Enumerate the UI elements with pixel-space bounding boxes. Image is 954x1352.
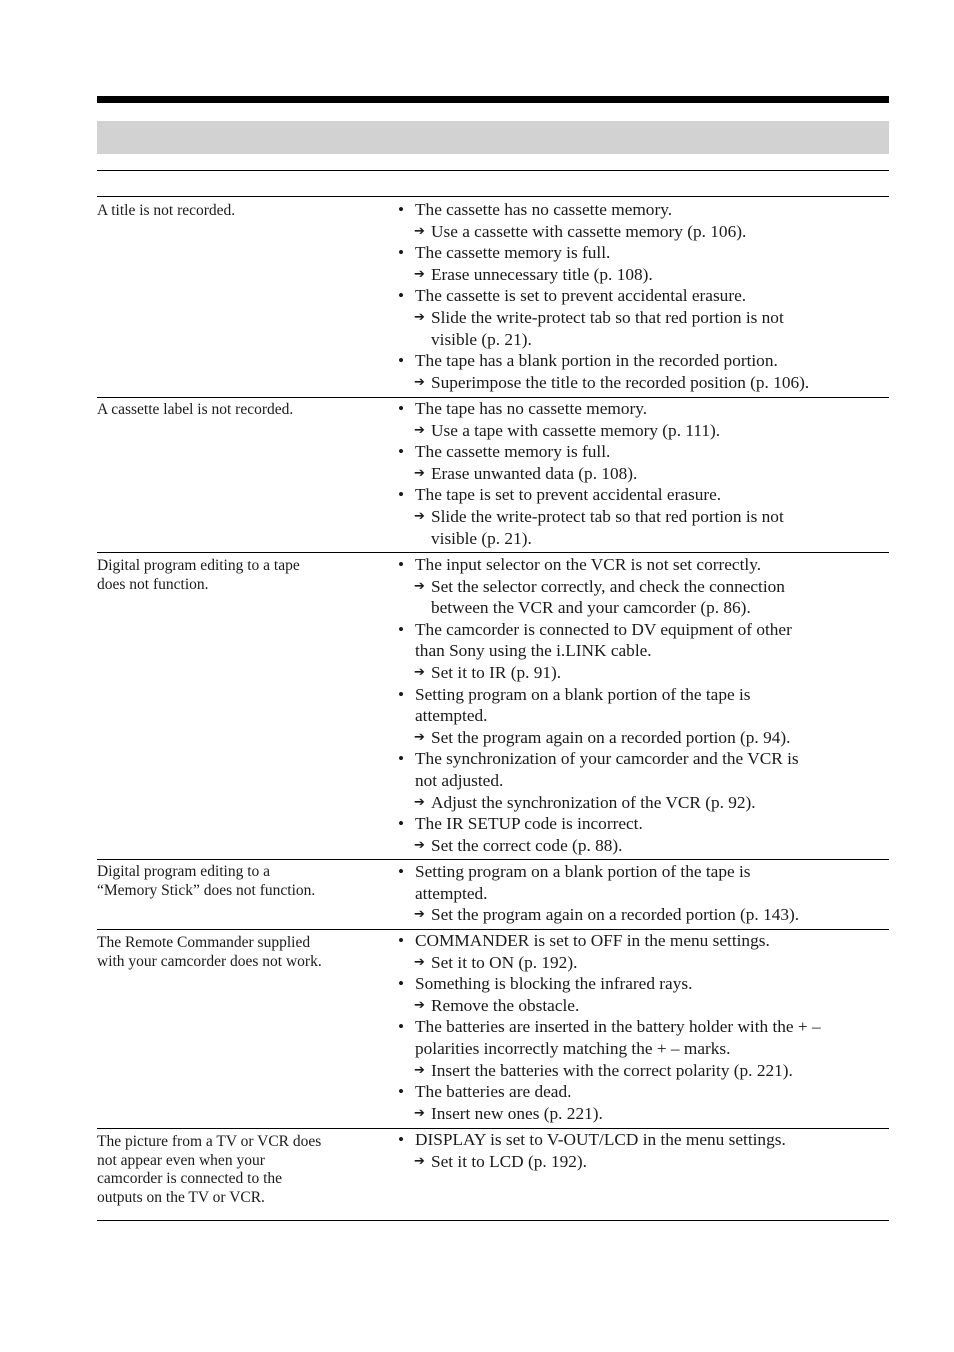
remedy-item	[398, 463, 890, 485]
causes-cell	[398, 1129, 890, 1172]
line-text: attempted.	[415, 883, 488, 903]
symptom-cell	[97, 557, 382, 594]
arrow-right-icon: ➔	[414, 309, 425, 325]
line-text: attempted.	[415, 706, 488, 726]
table-row	[97, 1128, 889, 1221]
remedy-item	[398, 1151, 890, 1173]
line-text: The cassette has no cassette memory.	[415, 200, 673, 219]
line-text: Set it to IR (p. 91).	[431, 662, 562, 682]
continuation-line	[398, 883, 890, 905]
cause-item	[398, 973, 890, 995]
arrow-right-icon: ➔	[414, 1105, 425, 1121]
line-text: The camcorder is connected to DV equipment of other	[415, 619, 792, 639]
symptom-text: camcorder is connected to the	[97, 1170, 283, 1187]
cause-item	[398, 242, 890, 264]
symptom-text: not appear even when your	[97, 1151, 265, 1169]
bullet-icon: •	[398, 485, 405, 505]
symptom-cell	[97, 202, 382, 221]
arrow-right-icon: ➔	[414, 997, 425, 1013]
line-text: Remove the obstacle.	[431, 995, 580, 1015]
cause-item	[398, 813, 890, 835]
cause-item	[398, 1081, 890, 1103]
arrow-right-icon: ➔	[414, 266, 425, 282]
table-row	[97, 929, 889, 1128]
symptom-cell	[97, 401, 382, 420]
bullet-icon: •	[398, 814, 405, 834]
line-text: Set it to ON (p. 192).	[431, 952, 578, 972]
bullet-icon: •	[398, 931, 405, 950]
remedy-item	[398, 995, 890, 1017]
remedy-item	[398, 904, 890, 926]
symptom-text: outputs on the TV or VCR.	[97, 1188, 265, 1206]
line-text: The batteries are dead.	[415, 1082, 572, 1102]
cause-item	[398, 285, 890, 307]
arrow-right-icon: ➔	[414, 508, 425, 524]
causes-cell	[398, 199, 890, 393]
arrow-right-icon: ➔	[414, 954, 425, 970]
line-text: The input selector on the VCR is not set correctly.	[415, 555, 762, 574]
line-text: Adjust the synchronization of the VCR (p. 92).	[431, 792, 756, 812]
line-text: The tape has a blank portion in the recorded portion.	[415, 351, 778, 371]
causes-cell	[398, 398, 890, 549]
causes-cell	[398, 554, 890, 856]
causes-cell	[398, 930, 890, 1124]
remedy-item	[398, 221, 890, 243]
bullet-icon: •	[398, 243, 405, 263]
line-text: Setting program on a blank portion of the tape is	[415, 684, 751, 704]
line-text: Insert the batteries with the correct polarity (p. 221).	[431, 1060, 793, 1080]
remedy-item	[398, 835, 890, 857]
bullet-icon: •	[398, 399, 405, 418]
line-text: Erase unwanted data (p. 108).	[431, 463, 638, 483]
table-row	[97, 552, 889, 859]
bullet-icon: •	[398, 1130, 405, 1149]
bullet-icon: •	[398, 749, 405, 769]
cause-item	[398, 398, 890, 420]
arrow-right-icon: ➔	[414, 907, 425, 923]
arrow-right-icon: ➔	[414, 578, 425, 594]
line-text: COMMANDER is set to OFF in the menu settings.	[415, 931, 770, 950]
line-text: visible (p. 21).	[431, 528, 532, 548]
continuation-line	[398, 640, 890, 662]
bullet-icon: •	[398, 862, 405, 881]
line-text: The cassette is set to prevent accidental erasure.	[415, 286, 747, 306]
continuation-line	[398, 770, 890, 792]
line-text: Set the program again on a recorded portion (p. 143).	[431, 905, 800, 925]
remedy-item	[398, 727, 890, 749]
cause-item	[398, 748, 890, 770]
header-band	[97, 121, 889, 154]
line-text: Set the program again on a recorded portion (p. 94).	[431, 727, 791, 747]
remedy-item	[398, 662, 890, 684]
line-text: not adjusted.	[415, 770, 504, 790]
cause-item	[398, 861, 890, 883]
bullet-icon: •	[398, 1017, 405, 1037]
line-text: polarities incorrectly matching the + – marks.	[415, 1038, 731, 1058]
line-text: The synchronization of your camcorder and the VCR is	[415, 749, 799, 769]
line-text: than Sony using the i.LINK cable.	[415, 641, 652, 661]
symptom-cell	[97, 863, 382, 900]
arrow-right-icon: ➔	[414, 1153, 425, 1169]
cause-item	[398, 684, 890, 706]
bullet-icon: •	[398, 1082, 405, 1102]
remedy-item	[398, 952, 890, 974]
line-text: Use a tape with cassette memory (p. 111).	[431, 420, 721, 440]
continuation-line	[398, 705, 890, 727]
line-text: The cassette memory is full.	[415, 442, 611, 462]
bullet-icon: •	[398, 351, 405, 371]
causes-cell	[398, 861, 890, 926]
line-text: Set it to LCD (p. 192).	[431, 1151, 588, 1171]
line-text: Slide the write-protect tab so that red portion is not	[431, 506, 784, 526]
header-top-rule	[97, 96, 889, 103]
remedy-item	[398, 307, 890, 329]
table-header-rule	[97, 170, 889, 171]
arrow-right-icon: ➔	[414, 422, 425, 438]
remedy-item	[398, 792, 890, 814]
line-text: DISPLAY is set to V-OUT/LCD in the menu settings.	[415, 1130, 786, 1149]
arrow-right-icon: ➔	[414, 465, 425, 481]
line-text: Use a cassette with cassette memory (p. 106).	[431, 221, 747, 241]
line-text: visible (p. 21).	[431, 329, 532, 349]
line-text: The tape is set to prevent accidental erasure.	[415, 485, 722, 505]
continuation-line	[398, 528, 890, 550]
remedy-item	[398, 1103, 890, 1125]
continuation-line	[398, 329, 890, 351]
bullet-icon: •	[398, 200, 405, 219]
remedy-item	[398, 1060, 890, 1082]
symptom-text: A title is not recorded.	[97, 202, 236, 219]
table-row	[97, 196, 889, 397]
cause-item	[398, 554, 890, 576]
cause-item	[398, 619, 890, 641]
symptom-text: The Remote Commander supplied	[97, 934, 311, 951]
cause-item	[398, 441, 890, 463]
line-text: Setting program on a blank portion of the tape is	[415, 862, 751, 881]
cause-item	[398, 930, 890, 952]
line-text: Set the selector correctly, and check the connection	[431, 576, 785, 596]
arrow-right-icon: ➔	[414, 664, 425, 680]
symptom-text: with your camcorder does not work.	[97, 952, 322, 970]
symptom-cell	[97, 1133, 382, 1207]
cause-item	[398, 350, 890, 372]
line-text: Something is blocking the infrared rays.	[415, 974, 693, 994]
cause-item	[398, 199, 890, 221]
cause-item	[398, 484, 890, 506]
table-row	[97, 859, 889, 929]
line-text: The tape has no cassette memory.	[415, 399, 648, 418]
remedy-item	[398, 372, 890, 394]
continuation-line	[398, 1038, 890, 1060]
line-text: Set the correct code (p. 88).	[431, 835, 623, 855]
remedy-item	[398, 264, 890, 286]
symptom-text: does not function.	[97, 575, 209, 593]
arrow-right-icon: ➔	[414, 837, 425, 853]
line-text: Superimpose the title to the recorded position (p. 106).	[431, 372, 810, 392]
cause-item	[398, 1129, 890, 1151]
arrow-right-icon: ➔	[414, 374, 425, 390]
arrow-right-icon: ➔	[414, 729, 425, 745]
line-text: The IR SETUP code is incorrect.	[415, 814, 643, 834]
symptom-text: The picture from a TV or VCR does	[97, 1133, 322, 1150]
symptom-text: Digital program editing to a	[97, 863, 271, 880]
remedy-item	[398, 420, 890, 442]
line-text: between the VCR and your camcorder (p. 86).	[431, 598, 751, 618]
table-row	[97, 397, 889, 552]
line-text: Insert new ones (p. 221).	[431, 1103, 603, 1123]
remedy-item	[398, 506, 890, 528]
line-text: Erase unnecessary title (p. 108).	[431, 264, 653, 284]
symptom-text: Digital program editing to a tape	[97, 557, 300, 574]
symptom-text: “Memory Stick” does not function.	[97, 881, 316, 899]
symptom-cell	[97, 934, 382, 971]
continuation-line	[398, 597, 890, 619]
line-text: The cassette memory is full.	[415, 243, 611, 263]
arrow-right-icon: ➔	[414, 223, 425, 239]
bullet-icon: •	[398, 286, 405, 306]
line-text: Slide the write-protect tab so that red portion is not	[431, 307, 784, 327]
bullet-icon: •	[398, 619, 405, 639]
arrow-right-icon: ➔	[414, 1062, 425, 1078]
arrow-right-icon: ➔	[414, 794, 425, 810]
remedy-item	[398, 576, 890, 598]
cause-item	[398, 1016, 890, 1038]
troubleshooting-table	[97, 196, 889, 1221]
bullet-icon: •	[398, 442, 405, 462]
bullet-icon: •	[398, 974, 405, 994]
bullet-icon: •	[398, 555, 405, 574]
bullet-icon: •	[398, 684, 405, 704]
line-text: The batteries are inserted in the battery holder with the + –	[415, 1017, 821, 1037]
symptom-text: A cassette label is not recorded.	[97, 401, 294, 418]
